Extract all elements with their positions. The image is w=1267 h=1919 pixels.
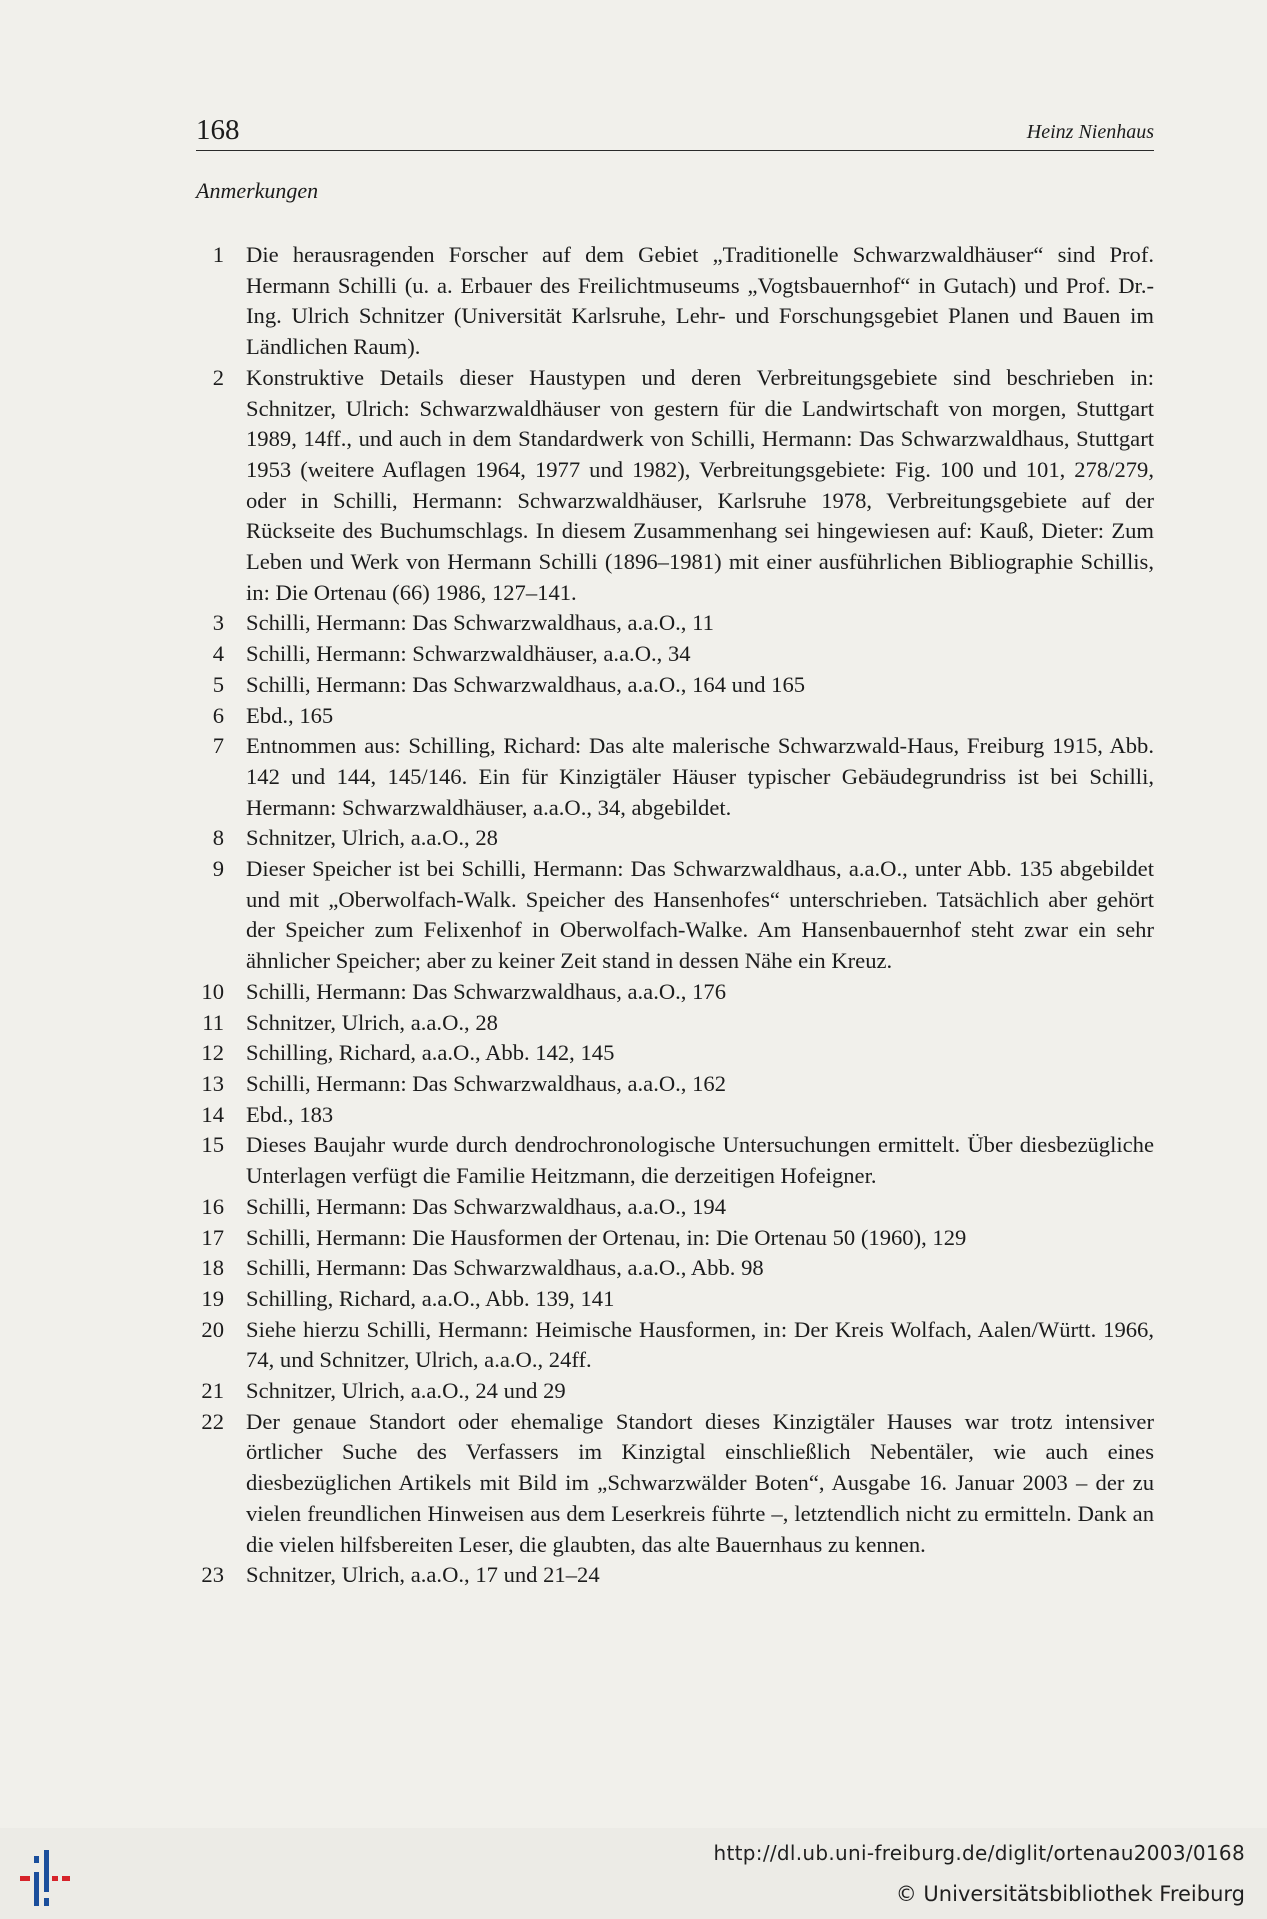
endnote-text: Siehe hierzu Schilli, Hermann: Heimische Hausformen, in: Der Kreis Wolfach, Aalen/Württ. 1966, 74, und Schnitzer, Ulrich, a.a.O., 24ff. (246, 1316, 1154, 1373)
endnote-number: 9 (212, 856, 224, 882)
endnote-text: Schilli, Hermann: Das Schwarzwaldhaus, a.a.O., 194 (246, 1193, 726, 1219)
endnote-text: Schnitzer, Ulrich, a.a.O., 28 (246, 1009, 498, 1035)
endnote-item (196, 823, 1154, 854)
endnote-number: 17 (201, 1224, 224, 1250)
endnote-number: 3 (212, 610, 224, 636)
endnote-text: Schnitzer, Ulrich, a.a.O., 24 und 29 (246, 1378, 566, 1404)
endnote-item (196, 1069, 1154, 1100)
page-number: 168 (196, 114, 240, 146)
endnote-item (196, 1253, 1154, 1284)
endnote-item (196, 1038, 1154, 1069)
endnote-number: 12 (201, 1040, 224, 1066)
endnote-text: Schilli, Hermann: Das Schwarzwaldhaus, a.a.O., 162 (246, 1070, 726, 1096)
endnote-item (196, 608, 1154, 639)
endnote-number: 11 (202, 1009, 224, 1035)
endnote-number: 2 (212, 364, 224, 390)
endnote-number: 8 (212, 825, 224, 851)
endnote-number: 21 (201, 1378, 224, 1404)
endnote-item (196, 731, 1154, 823)
endnote-text: Dieser Speicher ist bei Schilli, Hermann: Das Schwarzwaldhaus, a.a.O., unter Abb. 135 abgebildet und mit „Oberwolfach-Walk. Speicher des Hansenhofes“ unterschrieben. Tatsächlich aber gehört der Speicher zum Felixenhof in Oberwolfach-Walke. Am Hansenbauernhof steht zwar ein sehr ähnlicher Speicher; aber zu keiner Zeit stand in dessen Nähe ein Kreuz. (246, 856, 1154, 974)
endnote-text: Der genaue Standort oder ehemalige Standort dieses Kinzigtäler Hauses war trotz intensiver örtlicher Suche des Verfassers im Kinzigtal einschließlich Nebentäler, wie auch eines diesbezüglichen Artikels mit Bild im „Schwarzwälder Boten“, Ausgabe 16. Januar 2003 – der zu vielen freundlichen Hinweisen aus dem Leserkreis führte –, letztendlich nicht zu ermitteln. Dank an die vielen hilfsbereiten Leser, die glaubten, das alte Bauernhaus zu kennen. (246, 1408, 1154, 1557)
endnote-text: Schnitzer, Ulrich, a.a.O., 28 (246, 825, 498, 851)
ub-freiburg-logo-icon (14, 1842, 80, 1908)
endnote-text: Schilli, Hermann: Das Schwarzwaldhaus, a.a.O., Abb. 98 (246, 1255, 764, 1281)
running-head-author: Heinz Nienhaus (1026, 121, 1154, 143)
endnote-number: 22 (201, 1408, 224, 1434)
permalink-url[interactable]: http://dl.ub.uni-freiburg.de/diglit/ortenau2003/0168 (713, 1841, 1245, 1865)
endnote-number: 16 (201, 1193, 224, 1219)
endnote-text: Schilli, Hermann: Die Hausformen der Ortenau, in: Die Ortenau 50 (1960), 129 (246, 1224, 967, 1250)
endnote-text: Schilli, Hermann: Das Schwarzwaldhaus, a.a.O., 164 und 165 (246, 671, 806, 697)
endnote-text: Dieses Baujahr wurde durch dendrochronologische Untersuchungen ermittelt. Über diesbezügliche Unterlagen verfügt die Familie Heitzmann, die derzeitigen Hofeigner. (246, 1132, 1154, 1189)
endnote-text: Schilling, Richard, a.a.O., Abb. 142, 145 (246, 1040, 615, 1066)
endnote-number: 4 (212, 641, 224, 667)
endnote-number: 1 (212, 242, 224, 267)
endnote-number: 13 (201, 1070, 224, 1096)
endnote-item (196, 1407, 1154, 1561)
endnote-item (196, 639, 1154, 670)
endnote-text: Schilli, Hermann: Das Schwarzwaldhaus, a.a.O., 176 (246, 978, 726, 1004)
copyright-notice: © Universitätsbibliothek Freiburg (895, 1882, 1245, 1906)
endnote-item (196, 1560, 1154, 1591)
page-header (196, 110, 1154, 151)
endnote-item (196, 1192, 1154, 1223)
endnote-number: 23 (201, 1562, 224, 1588)
endnote-item (196, 1008, 1154, 1039)
endnote-number: 5 (212, 671, 224, 697)
endnote-item (196, 977, 1154, 1008)
endnote-item (196, 1223, 1154, 1254)
endnote-number: 15 (201, 1132, 224, 1158)
endnotes-list (196, 240, 1154, 1591)
endnote-item (196, 670, 1154, 701)
endnote-number: 20 (201, 1316, 224, 1342)
endnote-number: 7 (212, 733, 224, 759)
endnote-text: Ebd., 183 (246, 1101, 334, 1127)
endnote-text: Die herausragenden Forscher auf dem Gebiet „Traditionelle Schwarzwaldhäuser“ sind Prof. Hermann Schilli (u. a. Erbauer des Freilichtmuseums „Vogtsbauernhof“ in Gutach) und Prof. Dr.-Ing. Ulrich Schnitzer (Universität Karlsruhe, Lehr- und Forschungsgebiet Planen und Bauen im Ländlichen Raum). (246, 242, 1154, 360)
endnote-item (196, 1376, 1154, 1407)
viewer-footer (0, 1828, 1267, 1919)
endnote-number: 6 (212, 702, 224, 728)
endnote-item (196, 1100, 1154, 1131)
endnote-text: Schilli, Hermann: Schwarzwaldhäuser, a.a.O., 34 (246, 641, 691, 667)
endnote-number: 10 (201, 978, 224, 1004)
endnote-text: Schilling, Richard, a.a.O., Abb. 139, 141 (246, 1285, 615, 1311)
endnote-item (196, 1315, 1154, 1376)
endnote-item (196, 701, 1154, 732)
endnote-number: 18 (201, 1255, 224, 1281)
endnote-item (196, 1284, 1154, 1315)
endnote-item (196, 363, 1154, 609)
endnote-number: 19 (201, 1285, 224, 1311)
endnote-item (196, 240, 1154, 363)
section-title: Anmerkungen (196, 178, 319, 203)
endnote-text: Entnommen aus: Schilling, Richard: Das alte malerische Schwarzwald-Haus, Freiburg 1915, Abb. 142 und 144, 145/146. Ein für Kinzigtäler Häuser typischer Gebäudegrundriss ist bei Schilli, Hermann: Schwarzwaldhäuser, a.a.O., 34, abgebildet. (246, 733, 1154, 820)
endnote-item (196, 854, 1154, 977)
endnote-text: Konstruktive Details dieser Haustypen und deren Verbreitungsgebiete sind beschrieben in: Schnitzer, Ulrich: Schwarzwaldhäuser von gestern für die Landwirtschaft von morgen, Stuttgart 1989, 14ff., und auch in dem Standardwerk von Schilli, Hermann: Das Schwarzwaldhaus, Stuttgart 1953 (weitere Auflagen 1964, 1977 und 1982), Verbreitungsgebiete: Fig. 100 und 101, 278/279, oder in Schilli, Hermann: Schwarzwaldhäuser, Karlsruhe 1978, Verbreitungsgebiete auf der Rückseite des Buchumschlags. In diesem Zusammenhang sei hingewiesen auf: Kauß, Dieter: Zum Leben und Werk von Hermann Schilli (1896–1981) mit einer ausführlichen Bibliographie Schillis, in: Die Ortenau (66) 1986, 127–141. (246, 364, 1154, 605)
endnote-text: Schilli, Hermann: Das Schwarzwaldhaus, a.a.O., 11 (246, 610, 714, 636)
endnote-number: 14 (201, 1101, 224, 1127)
endnote-item (196, 1130, 1154, 1191)
endnote-text: Ebd., 165 (246, 702, 334, 728)
endnote-text: Schnitzer, Ulrich, a.a.O., 17 und 21–24 (246, 1562, 600, 1588)
